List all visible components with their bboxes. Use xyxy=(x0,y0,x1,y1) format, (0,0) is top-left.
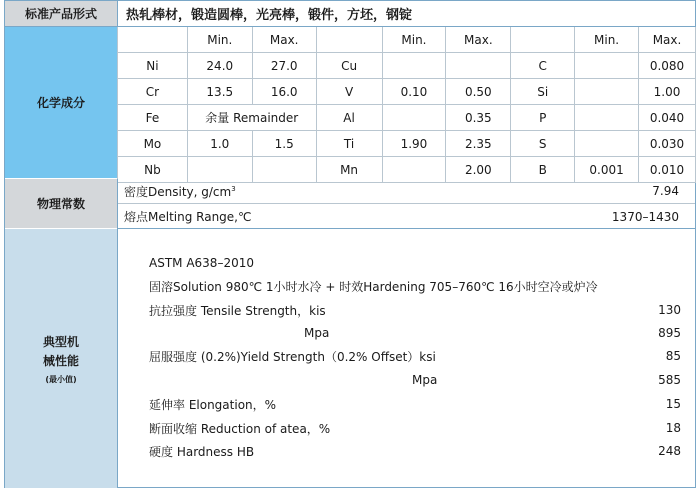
value-cell: 0.040 xyxy=(639,105,696,131)
value-cell xyxy=(575,53,639,79)
chemistry-label: 化学成分 xyxy=(36,96,85,110)
product-forms-category xyxy=(5,1,117,27)
header-cell: Max. xyxy=(446,27,511,53)
value-cell: 1.0 xyxy=(187,131,252,157)
value-cell: 2.00 xyxy=(446,157,511,183)
element-cell: Cu xyxy=(316,53,382,79)
header-cell xyxy=(511,27,575,53)
element-cell: Ti xyxy=(316,131,382,157)
elongation-value: 15 xyxy=(665,397,681,411)
elongation-row xyxy=(149,394,681,414)
element-cell: Si xyxy=(511,79,575,105)
header-cell xyxy=(316,27,382,53)
hardness-row xyxy=(149,441,681,461)
element-cell: Fe xyxy=(118,105,188,131)
value-cell: 2.35 xyxy=(446,131,511,157)
value-cell: 0.010 xyxy=(639,157,696,183)
element-cell: P xyxy=(511,105,575,131)
melting-value: 1370–1430 xyxy=(611,209,679,224)
chemistry-table xyxy=(117,27,696,183)
element-cell: Ni xyxy=(118,53,188,79)
element-cell: S xyxy=(511,131,575,157)
element-cell: V xyxy=(316,79,382,105)
header-cell: Max. xyxy=(639,27,696,53)
value-cell xyxy=(382,105,446,131)
spec-sheet xyxy=(4,0,696,488)
yield-mpa-value: 585 xyxy=(658,373,681,387)
element-cell: Cr xyxy=(118,79,188,105)
header-cell: Min. xyxy=(187,27,252,53)
value-cell xyxy=(575,79,639,105)
element-cell: Mn xyxy=(316,157,382,183)
header-cell: Max. xyxy=(252,27,316,53)
tensile-mpa-label: Mpa xyxy=(304,326,330,340)
mechanical-label-line1: 典型机 xyxy=(42,334,79,349)
tensile-ksi-value: 130 xyxy=(658,303,681,317)
standard-row xyxy=(149,253,681,273)
value-cell: 16.0 xyxy=(252,79,316,105)
product-forms-label: 标准产品形式 xyxy=(24,7,97,21)
hardness-value: 248 xyxy=(658,444,681,458)
value-cell xyxy=(382,53,446,79)
value-cell: 0.080 xyxy=(639,53,696,79)
yield-mpa-label: Mpa xyxy=(412,373,438,387)
elongation-label: 延伸率 Elongation，% xyxy=(149,397,277,412)
hardness-label: 硬度 Hardness HB xyxy=(149,444,255,459)
table-row xyxy=(118,53,696,79)
value-cell xyxy=(575,105,639,131)
header-cell xyxy=(118,27,188,53)
value-cell: 0.001 xyxy=(575,157,639,183)
value-cell: 24.0 xyxy=(187,53,252,79)
physical-category xyxy=(5,179,117,229)
tensile-row xyxy=(149,300,681,320)
tensile-label: 抗拉强度 Tensile Strength，kis xyxy=(149,303,326,318)
header-cell: Min. xyxy=(575,27,639,53)
value-cell: 13.5 xyxy=(187,79,252,105)
chemistry-header-row xyxy=(118,27,696,53)
table-row xyxy=(118,105,696,131)
value-cell: 0.35 xyxy=(446,105,511,131)
reduction-row xyxy=(149,418,681,438)
value-cell: 0.030 xyxy=(639,131,696,157)
yield-row xyxy=(149,346,681,366)
density-label: 密度Density, $g/cm^3$ xyxy=(124,184,236,199)
melting-row xyxy=(118,204,695,229)
standard-text: ASTM A638–2010 xyxy=(149,256,254,270)
element-cell: B xyxy=(511,157,575,183)
physical-section xyxy=(117,179,695,229)
density-row xyxy=(118,179,695,204)
mechanical-label-line2: 械性能 xyxy=(42,353,79,368)
mechanical-note: (最小值) xyxy=(45,374,77,384)
tensile-mpa-row xyxy=(149,323,681,343)
treatment-row xyxy=(149,276,681,296)
table-row xyxy=(118,131,696,157)
tensile-mpa-value: 895 xyxy=(658,326,681,340)
yield-ksi-value: 85 xyxy=(665,349,681,363)
melting-label: 熔点Melting Range,℃ xyxy=(124,210,252,224)
density-value: 7.94 xyxy=(652,184,679,198)
value-cell: 余量 Remainder xyxy=(187,105,316,131)
product-forms-value: 热轧棒材，锻造圆棒，光亮棒，锻件，方坯，钢锭 xyxy=(117,1,695,27)
chemistry-category xyxy=(5,27,117,179)
element-cell: Al xyxy=(316,105,382,131)
value-cell: 1.00 xyxy=(639,79,696,105)
table-row xyxy=(118,79,696,105)
physical-label: 物理常数 xyxy=(36,197,85,211)
reduction-label: 断面收缩 Reduction of atea，% xyxy=(149,421,331,436)
treatment-text: 固溶Solution 980℃ 1小时水冷 + 时效Hardening 705–760℃ 16小时空冷或炉冷 xyxy=(149,279,598,294)
yield-label: 屈服强度 (0.2%)Yield Strength（0.2% Offset）ksi xyxy=(149,349,436,364)
element-cell: Mo xyxy=(118,131,188,157)
value-cell: 1.5 xyxy=(252,131,316,157)
value-cell: 27.0 xyxy=(252,53,316,79)
element-cell: C xyxy=(511,53,575,79)
value-cell: 0.50 xyxy=(446,79,511,105)
value-cell: 0.10 xyxy=(382,79,446,105)
element-cell: Nb xyxy=(118,157,188,183)
mechanical-section xyxy=(117,229,695,488)
mechanical-category xyxy=(5,229,117,488)
value-cell xyxy=(446,53,511,79)
value-cell xyxy=(575,131,639,157)
reduction-value: 18 xyxy=(665,421,681,435)
value-cell: 1.90 xyxy=(382,131,446,157)
yield-mpa-row xyxy=(149,370,681,390)
header-cell: Min. xyxy=(382,27,446,53)
